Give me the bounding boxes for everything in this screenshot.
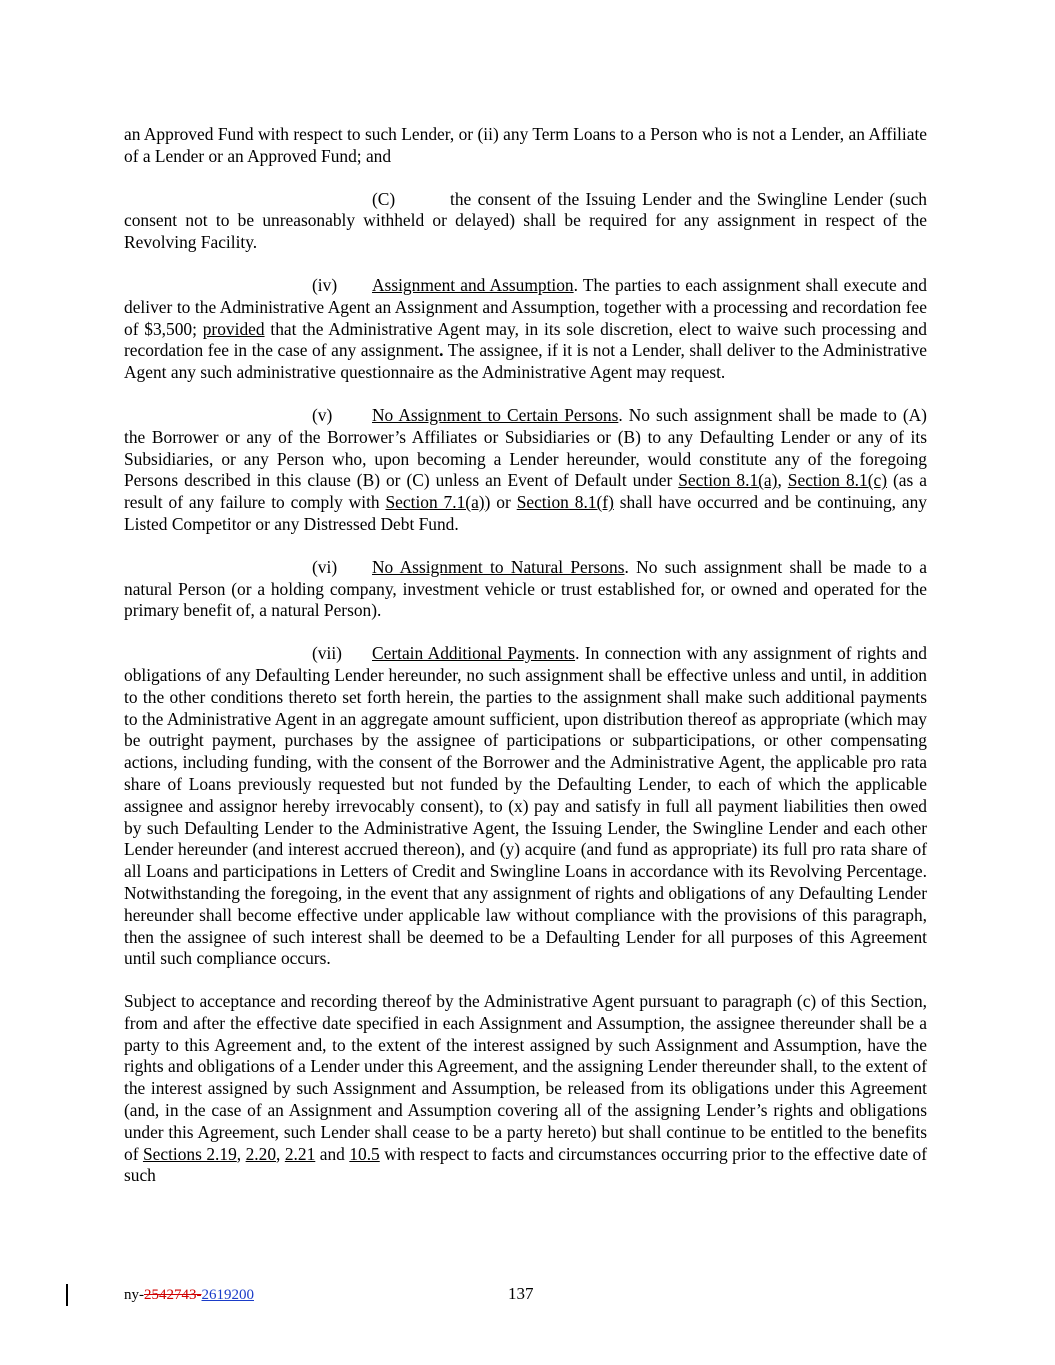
section-reference: Section 8.1(c) (787, 470, 887, 491)
paragraph-text: and (315, 1143, 350, 1164)
clause-text: . In connection with any assignment of rights and obligations of any Defaulting Lender hereunder, no such assignment shall be effective unless and until, in addition to the other conditions thereto set forth herein, the parties to the assignment shall make such additional payments to the Administrative Agent in an aggregate amount sufficient, upon distribution thereof as appropriate (which may be outright payment, purchases by the assignee of participations or subparticipations, or other compensating actions, including funding, with the consent of the Borrower and the Administrative Agent, the applicable pro rata share of Loans previously requested but not funded by the Defaulting Lender, to each of which the applicable assignee and assignor hereby irrevocably consent), to (x) pay and satisfy in full all payment liabilities then owed by such Defaulting Lender to the Administrative Agent, the Issuing Lender, the Swingline Lender and each other Lender hereunder (and interest accrued thereon), and (y) acquire (and fund as appropriate) its full pro rata share of all Loans and participations in Letters of Credit and Swingline Loans in accordance with its Revolving Percentage. Notwithstanding the foregoing, in the event that any assignment of rights and obligations of any Defaulting Lender hereunder shall become effective under applicable law without compliance with the provisions of this paragraph, then the assignee of such interest shall be deemed to be a Defaulting Lender for all purposes of this Agreement until such compliance occurs. (124, 643, 928, 969)
clause-number: (vii) (312, 643, 342, 664)
clause-heading: No Assignment to Natural Persons (372, 556, 625, 577)
clause-heading: Assignment and Assumption (372, 274, 574, 295)
clause-number: (vi) (312, 556, 338, 577)
document-body (124, 124, 927, 1187)
doc-id-prefix: ny- (124, 1287, 144, 1303)
section-reference: Section 8.1(a) (678, 470, 778, 491)
paragraph-clause-c (124, 189, 927, 254)
clause-heading: Certain Additional Payments (372, 643, 576, 664)
clause-text: . No such assignment shall be made to (A) the Borrower or any of the Borrower’s Affiliates or Subsidiaries or (B) to any Defaulting Lender or any of its Subsidiaries, or any Person who, upon becoming a Lender hereunder, would constitute any of the foregoing Persons described in this clause (B) or (C) unless an Event of Default under (124, 404, 927, 491)
provided-term: provided (202, 318, 265, 339)
clause-text: (as a result of any failure to comply with (124, 470, 927, 513)
clause-text: shall have occurred and be continuing, any Listed Competitor or any Distressed Debt Fund. (124, 492, 927, 534)
section-reference: Section 8.1(f) (516, 492, 614, 513)
clause-text: . No such assignment shall be made to a natural Person (or a holding company, investment vehicle or trust established for, or owned and operated for the primary benefit of, a natural Person). (124, 556, 927, 621)
paragraph-text: with respect to facts and circumstances occurring prior to the effective date of such (124, 1143, 927, 1186)
document-id (124, 1287, 254, 1304)
doc-id-inserted: 2619200 (201, 1287, 254, 1303)
change-bar (66, 1284, 68, 1306)
paragraph-text: Subject to acceptance and recording thereof by the Administrative Agent pursuant to paragraph (c) of this Section, from and after the effective date specified in each Assignment and Assumption, the assignee thereunder shall be a party to this Agreement and, to the extent of the interest assigned by such Assignment and Assumption, have the rights and obligations of a Lender under this Agreement, and the assigning Lender thereunder shall, to the extent of the interest assigned by such Assignment and Assumption, be released from its obligations under this Agreement (and, in the case of an Assignment and Assumption covering all of the assigning Lender’s rights and obligations under this Agreement, such Lender shall cease to be a party hereto) but shall continue to be entitled to the benefits of (124, 991, 927, 1164)
paragraph-continuation: an Approved Fund with respect to such Lender, or (ii) any Term Loans to a Person who is not a Lender, an Affiliate of a Lender or an Approved Fund; and (124, 124, 927, 166)
section-reference: 2.21 (284, 1143, 316, 1164)
page-footer (0, 1284, 1055, 1314)
section-reference: 10.5 (349, 1143, 380, 1164)
bold-period: . (439, 340, 444, 361)
section-reference: 2.20 (245, 1143, 277, 1164)
clause-text: the consent of the Issuing Lender and the Swingline Lender (such consent not to be unreasonably withheld or delayed) shall be required for any assignment in respect of the Revolving Facility. (124, 188, 927, 253)
paragraph-effect-of-assignment (124, 991, 927, 1187)
clause-number: (iv) (312, 274, 338, 295)
separator: , (236, 1143, 246, 1164)
doc-id-deleted: 2542743- (144, 1287, 202, 1303)
paragraph-clause-vii (124, 643, 927, 970)
page-number: 137 (508, 1284, 534, 1303)
clause-text: The assignee, if it is not a Lender, shall deliver to the Administrative Agent any such administrative questionnaire as the Administrative Agent may request. (124, 340, 928, 383)
separator: , (276, 1143, 285, 1164)
separator: , (777, 470, 788, 491)
clause-number: (C) (372, 188, 396, 209)
section-reference: Section 7.1(a) (385, 492, 485, 513)
clause-text: that the Administrative Agent may, in its sole discretion, elect to waive such processing and recordation fee in the case of any assignment (124, 318, 927, 361)
paragraph-clause-vi (124, 557, 927, 622)
paragraph-clause-v (124, 405, 927, 536)
paragraph-clause-iv (124, 275, 927, 384)
section-reference: Sections 2.19 (142, 1143, 237, 1164)
clause-number: (v) (312, 404, 333, 425)
clause-heading: No Assignment to Certain Persons (372, 404, 619, 425)
clause-text: ) or (484, 492, 517, 513)
clause-text: . The parties to each assignment shall execute and deliver to the Administrative Agent an Assignment and Assumption, together with a processing and recordation fee of $3,500; (124, 274, 927, 339)
